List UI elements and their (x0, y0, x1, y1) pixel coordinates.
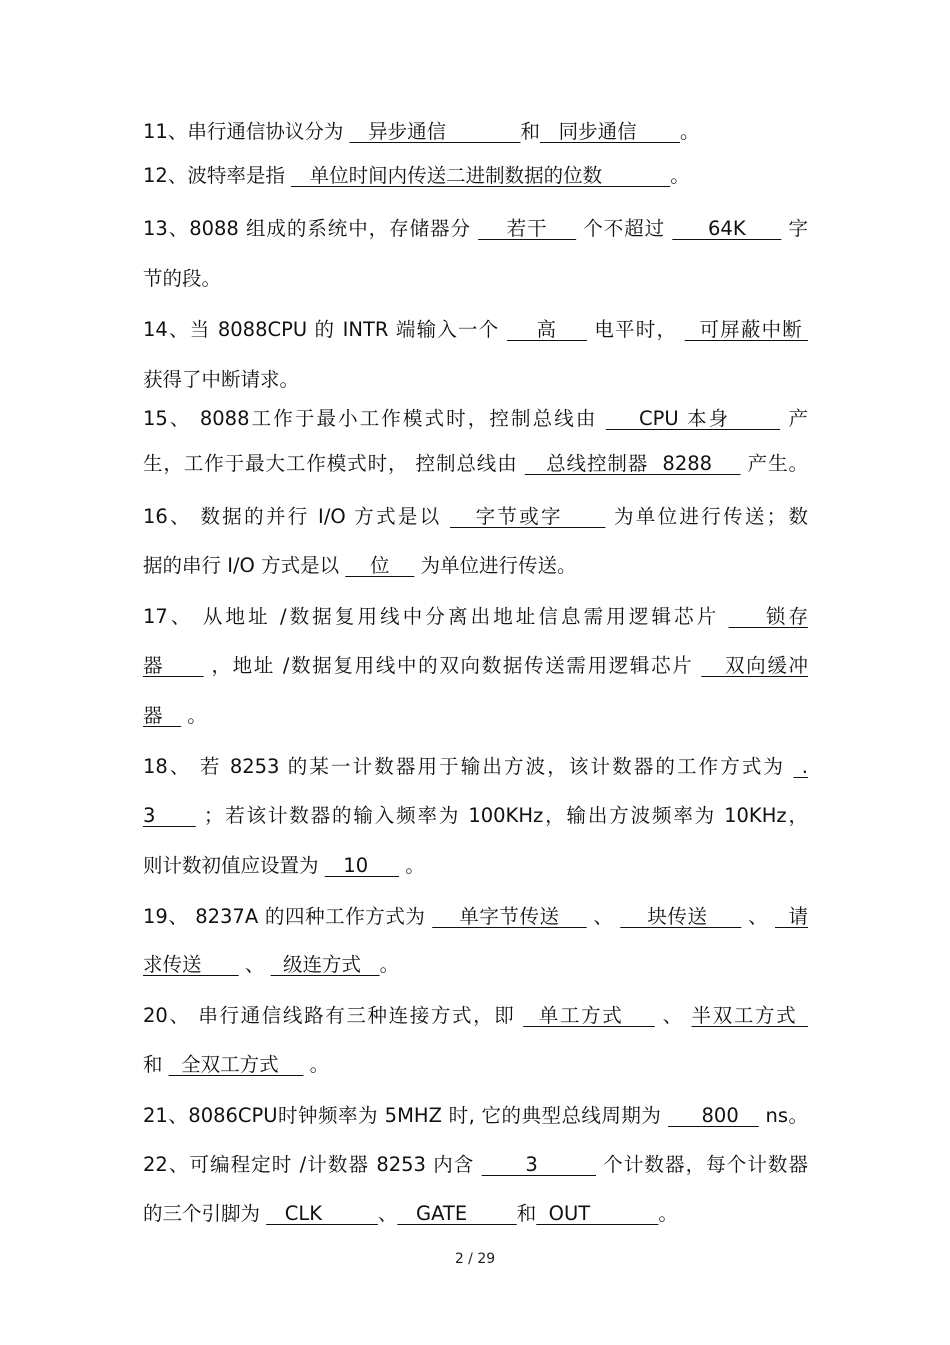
question-text: 和 (520, 120, 541, 143)
text-line (143, 852, 808, 880)
text-line (143, 1002, 808, 1030)
answer-blank: . (793, 755, 808, 778)
question-text: 、 (377, 1202, 398, 1225)
question-text: 13、8088 组成的系统中，存储器分 (143, 217, 479, 240)
answer-blank: 异步通信 (349, 120, 521, 143)
answer-blank: 800 (668, 1104, 759, 1127)
question-text: 。 (680, 120, 700, 143)
text-line (143, 702, 808, 730)
question-text: 字 (788, 217, 809, 240)
answer-blank: 同步通信 (540, 120, 681, 143)
question-text: 个不超过 (583, 217, 673, 240)
question-text: 。 (181, 704, 207, 727)
text-line (143, 1200, 808, 1228)
question-text: 据的串行 I/O 方式是以 (143, 554, 346, 577)
answer-blank: 器 (143, 704, 182, 727)
text-line (143, 215, 808, 243)
text-line (143, 802, 808, 830)
question-text: ，地址 /数据复用线中的双向数据传送需用逻辑芯片 (211, 654, 702, 677)
question-text: 19、 8237A 的四种工作方式为 (143, 905, 433, 928)
answer-blank: GATE (397, 1202, 517, 1225)
answer-blank: 请 (774, 905, 808, 928)
answer-blank: 求传送 (143, 953, 239, 976)
question-text: 个计数器，每个计数器 (603, 1153, 808, 1176)
answer-blank: 若干 (478, 217, 577, 240)
answer-blank: 字节或字 (450, 505, 606, 528)
question-text: 生，工作于最大工作模式时， 控制总线由 (143, 452, 525, 475)
text-line (143, 503, 808, 531)
text-line (143, 316, 808, 344)
answer-blank: 总线控制器 8288 (524, 452, 741, 475)
question-text: 产 (788, 407, 808, 430)
answer-blank: 器 (143, 654, 204, 677)
question-text: 、 (748, 905, 769, 928)
question-text: 、 (662, 1004, 684, 1027)
answer-blank: OUT (536, 1202, 659, 1225)
answer-blank: 锁存 (728, 605, 808, 628)
text-line (143, 552, 808, 580)
question-text: 的三个引脚为 (143, 1202, 267, 1225)
question-text: 则计数初值应设置为 (143, 854, 325, 877)
page-number: 2 (454, 1251, 464, 1267)
text-line (143, 405, 808, 433)
question-text: 和 (143, 1053, 169, 1076)
question-text: 为单位进行传送。 (414, 554, 577, 577)
answer-blank: 半双工方式 (691, 1004, 808, 1027)
question-text: ；若该计数器的输入频率为 100KHz，输出方波频率为 10KHz， (203, 804, 808, 827)
text-line (143, 1151, 808, 1179)
answer-blank: 单工方式 (523, 1004, 655, 1027)
question-text: 15、 8088工作于最小工作模式时，控制总线由 (143, 407, 606, 430)
question-text: 获得了中断请求。 (143, 368, 300, 391)
question-text: 。 (379, 953, 400, 976)
question-text: 为单位进行传送；数 (613, 505, 808, 528)
answer-blank: 10 (324, 854, 400, 877)
question-text: 16、 数据的并行 I/O 方式是以 (143, 505, 451, 528)
question-text: 14、当 8088CPU 的 INTR 端输入一个 (143, 318, 507, 341)
question-text: 、 (593, 905, 614, 928)
text-line (143, 366, 808, 394)
question-text: 20、 串行通信线路有三种连接方式，即 (143, 1004, 524, 1027)
question-text: 电平时， (594, 318, 685, 341)
question-text: 。 (658, 1202, 678, 1225)
question-text: ns。 (765, 1104, 808, 1127)
question-text: 11、串行通信协议分为 (143, 120, 350, 143)
answer-blank: 块传送 (620, 905, 742, 928)
answer-blank: 位 (345, 554, 415, 577)
text-line (143, 1051, 808, 1079)
page-total: 29 (477, 1251, 496, 1267)
question-text: 和 (516, 1202, 537, 1225)
text-line (143, 265, 808, 293)
answer-blank: CPU 本身 (605, 407, 781, 430)
answer-blank: 可屏蔽中断 (684, 318, 809, 341)
answer-blank: 单字节传送 (432, 905, 587, 928)
answer-blank: 双向缓冲 (701, 654, 809, 677)
text-line (143, 652, 808, 680)
question-text: 22、可编程定时 /计数器 8253 内含 (143, 1153, 475, 1176)
question-text: 17、 从地址 /数据复用线中分离出地址信息需用逻辑芯片 (143, 605, 729, 628)
question-text: 。 (670, 164, 690, 187)
text-line (143, 603, 808, 631)
page-separator: / (463, 1251, 478, 1267)
question-text: 、 (238, 953, 271, 976)
text-line (143, 450, 808, 478)
question-text: 。 (399, 854, 425, 877)
question-text: 12、波特率是指 (143, 164, 292, 187)
question-text: 产生。 (747, 452, 808, 475)
question-text: 。 (303, 1053, 330, 1076)
answer-blank: 单位时间内传送二进制数据的位数 (291, 164, 671, 187)
answer-blank: 全双工方式 (168, 1053, 304, 1076)
text-line (143, 951, 808, 979)
answer-blank: 3 (143, 804, 196, 827)
answer-blank: 3 (481, 1153, 596, 1176)
text-line (143, 1102, 808, 1130)
question-text: 21、8086CPU时钟频率为 5MHZ 时, 它的典型总线周期为 (143, 1104, 669, 1127)
text-line (143, 903, 808, 931)
answer-blank: CLK (266, 1202, 378, 1225)
answer-blank: 64K (672, 217, 782, 240)
text-line (143, 162, 808, 190)
question-text: 节的段。 (143, 267, 222, 290)
text-line (143, 118, 808, 146)
page-footer (0, 1251, 950, 1267)
text-line (143, 753, 808, 781)
answer-blank: 高 (506, 318, 587, 341)
question-text: 18、 若 8253 的某一计数器用于输出方波，该计数器的工作方式为 (143, 755, 794, 778)
answer-blank: 级连方式 (270, 953, 380, 976)
